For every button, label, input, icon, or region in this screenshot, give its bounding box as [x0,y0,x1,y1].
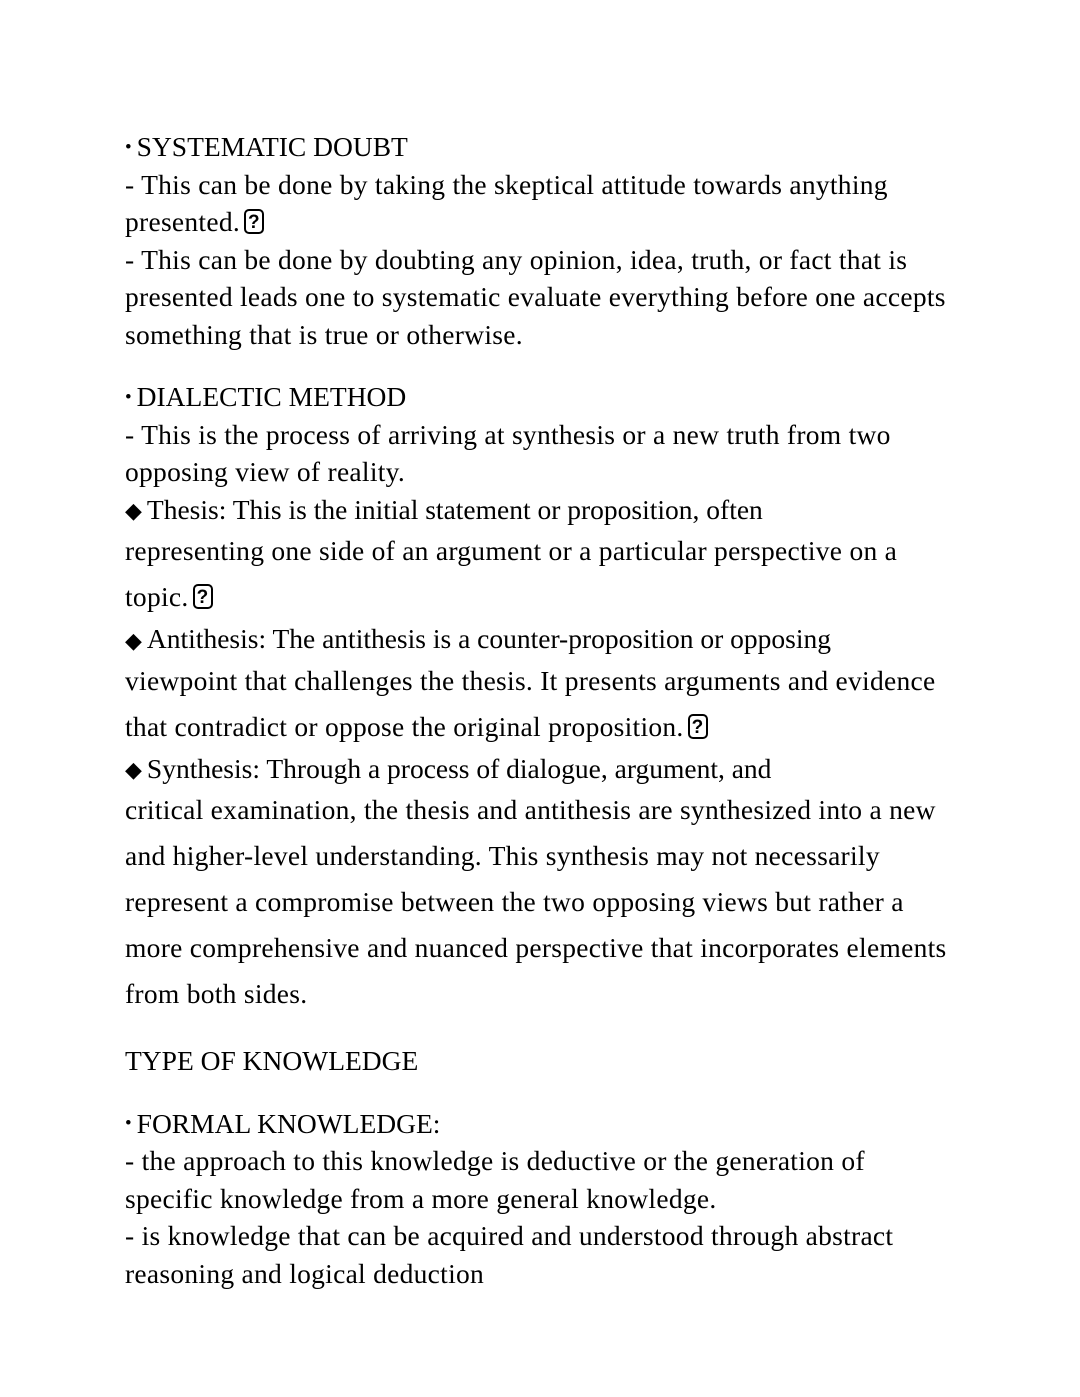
missing-glyph-box-icon: ? [244,209,264,234]
sub-item-antithesis-body [125,658,950,750]
section-heading-systematic-doubt [125,128,950,166]
round-bullet-icon: • [125,386,132,408]
section-systematic-doubt [125,128,950,353]
missing-glyph-box-icon: ? [193,584,213,609]
section-heading-text: SYSTEMATIC DOUBT [136,131,408,162]
section-dialectic-method [125,378,950,1017]
sub-item-body-text: critical examination, the thesis and antithesis are synthesized into a new and higher-level understanding. This synthesis may not necessarily represent a compromise between the two opposing views but rather a more comprehensive and nuanced perspective that incorporates elements from both sides. [125,794,947,1009]
diamond-bullet-icon: ◆ [125,498,142,524]
body-line-text: - the approach to this knowledge is deductive or the generation of specific knowledge from a more general knowledge. [125,1145,865,1214]
round-bullet-icon: • [125,136,132,158]
body-line-text: - This is the process of arriving at synthesis or a new truth from two opposing view of reality. [125,418,891,487]
sub-item-synthesis-lead [125,750,950,788]
section-heading-formal-knowledge [125,1105,950,1143]
body-line [125,241,950,354]
body-line-text: - This can be done by taking the skeptical attitude towards anything presented. [125,168,888,237]
body-line [125,166,950,241]
body-line-text: - is knowledge that can be acquired and understood through abstract reasoning and logical deduction [125,1220,894,1289]
section-heading-text: DIALECTIC METHOD [136,381,407,412]
document-body [125,128,950,1292]
sub-item-lead-text: Antithesis: The antithesis is a counter-proposition or opposing [146,623,831,654]
sub-item-body-text: representing one side of an argument or a particular perspective on a topic. [125,535,898,612]
body-line-text: - This can be done by doubting any opinion, idea, truth, or fact that is presented leads one to systematic evaluate everything before one accepts something that is true or otherwise. [125,243,946,350]
section-formal-knowledge [125,1105,950,1293]
body-line [125,1217,950,1292]
section-heading-dialectic-method [125,378,950,416]
page-subheading: TYPE OF KNOWLEDGE [125,1045,419,1076]
sub-item-synthesis-body [125,787,950,1017]
body-line [125,1142,950,1217]
section-type-of-knowledge-heading [125,1042,950,1080]
sub-item-thesis-body [125,528,950,620]
sub-item-thesis-lead [125,491,950,529]
sub-item-body-text: viewpoint that challenges the thesis. It presents arguments and evidence that contradict or oppose the original proposition. [125,664,936,742]
sub-item-antithesis-lead [125,620,950,658]
section-heading-text: FORMAL KNOWLEDGE: [136,1107,441,1139]
body-line [125,416,950,491]
diamond-bullet-icon: ◆ [125,627,142,653]
round-bullet-icon: • [125,1113,132,1135]
missing-glyph-box-icon: ? [688,714,708,739]
sub-item-lead-text: Synthesis: Through a process of dialogue, argument, and [146,752,772,784]
diamond-bullet-icon: ◆ [125,757,142,783]
sub-item-lead-text: Thesis: This is the initial statement or proposition, often [146,493,763,525]
